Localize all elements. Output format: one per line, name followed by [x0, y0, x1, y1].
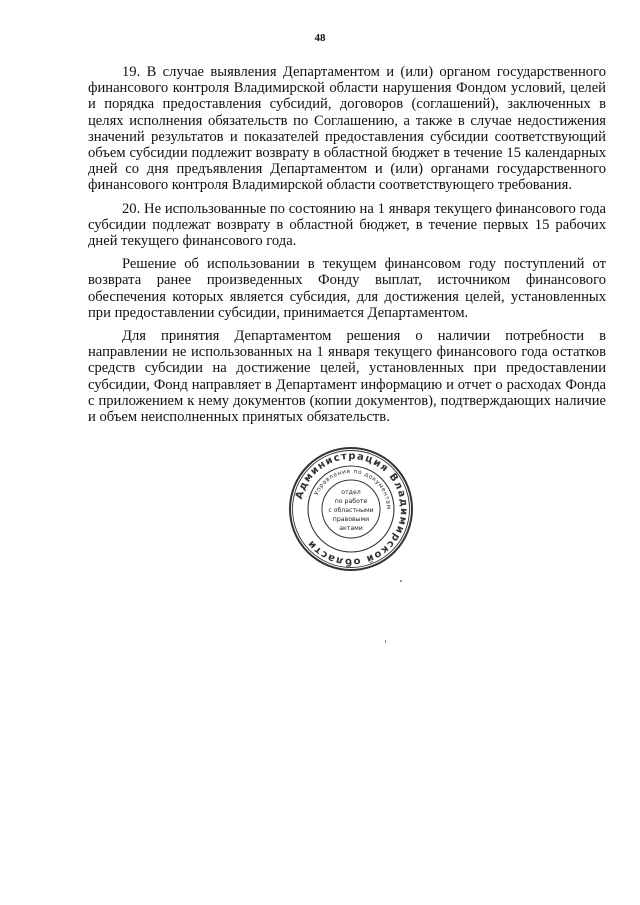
- stamp-center-line-4: правовыми: [332, 516, 370, 523]
- paragraph-decision: Решение об использовании в текущем финансовом году поступлений от возврата ранее произведенных Фонду выплат, источником финансового обеспечения которых является субсидия, для достижения целей, установленных при предоставлении субсидии, принимается Департаментом.: [88, 256, 606, 321]
- stamp-inner-text: Управление по документам: [312, 467, 393, 510]
- stamp-center-line-5: актами: [339, 525, 363, 532]
- document-body: [88, 64, 606, 432]
- page-number: 48: [314, 32, 326, 44]
- stamp-center-line-3: с областными: [328, 507, 374, 514]
- scan-speck: [385, 640, 386, 643]
- paragraph-need: Для принятия Департаментом решения о наличии потребности в направлении не использованных на 1 января текущего финансового года остатков средств субсидии на достижение целей, установленных при предоставлении субсидии, Фонд направляет в Департамент информацию и отчет о расходах Фонда с приложением к нему документов (копии документов), подтверждающих наличие и объем неисполненных принятых обязательств.: [88, 328, 606, 426]
- stamp-outer-text: Администрация Владимирской области: [293, 450, 410, 568]
- paragraph-19: 19. В случае выявления Департаментом и (или) органом государственного финансового контроля Владимирской области нарушения Фондом условий, целей и порядка предоставления субсидий, договоров (соглашений), заключенных в целях исполнения обязательств по Соглашению, а также в случае недостижения значений результатов и показателей предоставления субсидии соответствующий объем субсидии подлежит возврату в областной бюджет в течение 15 календарных дней со дня предъявления Департаментом и (или) органами государственного финансового контроля Владимирской области соответствующего требования.: [88, 64, 606, 194]
- official-stamp: [288, 446, 414, 572]
- scan-speck: [400, 580, 402, 582]
- stamp-center-line-1: отдел: [341, 489, 361, 496]
- stamp-seal-icon: [288, 446, 414, 572]
- paragraph-20: 20. Не использованные по состоянию на 1 января текущего финансового года субсидии подлежат возврату в областной бюджет, в течение первых 15 рабочих дней текущего финансового года.: [88, 200, 606, 250]
- stamp-center-line-2: по работе: [334, 498, 368, 505]
